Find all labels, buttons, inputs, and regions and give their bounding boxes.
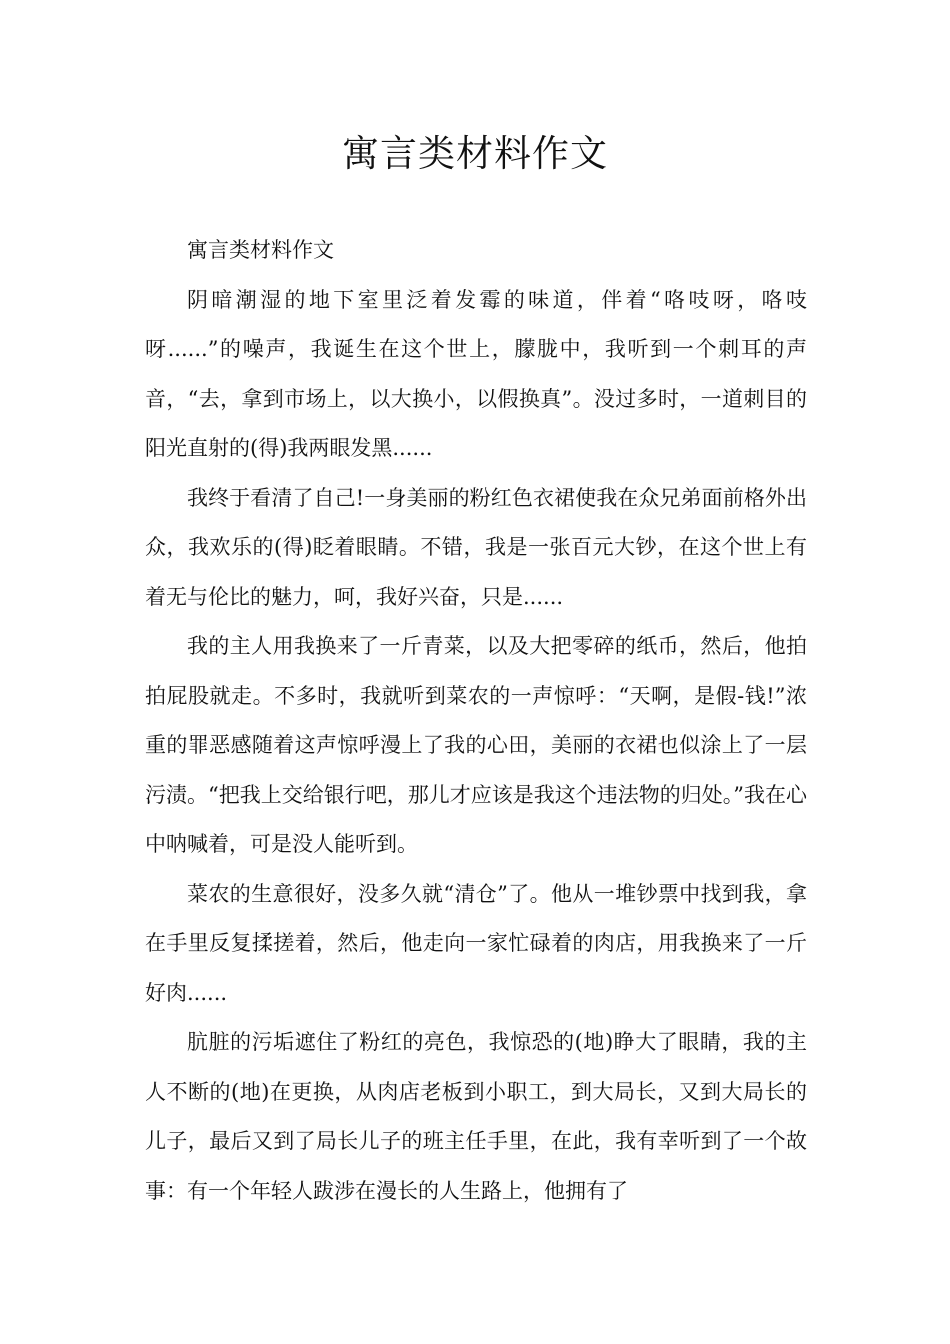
document-body [145, 226, 807, 1216]
paragraph-5: 肮脏的污垢遮住了粉红的亮色，我惊恐的(地)睁大了眼睛，我的主人不断的(地)在更换，从肉店老板到小职工，到大局长，又到大局长的儿子，最后又到了局长儿子的班主任手里，在此，我有幸听到了一个故事：有一个年轻人跋涉在漫长的人生路上，他拥有了 [145, 1030, 807, 1203]
document-title: 寓言类材料作文 [342, 132, 608, 175]
paragraph-4: 菜农的生意很好，没多久就“清仓”了。他从一堆钞票中找到我，拿在手里反复揉搓着，然后，他走向一家忙碌着的肉店，用我换来了一斤好肉...... [145, 881, 807, 1005]
paragraph-3: 我的主人用我换来了一斤青菜，以及大把零碎的纸币，然后，他拍拍屁股就走。不多时，我就听到菜农的一声惊呼：“天啊，是假-钱!”浓重的罪恶感随着这声惊呼漫上了我的心田，美丽的衣裙也似涂上了一层污渍。“把我上交给银行吧，那儿才应该是我这个违法物的归处。”我在心中呐喊着，可是没人能听到。 [145, 634, 807, 856]
paragraph-subtitle: 寓言类材料作文 [187, 238, 334, 262]
paragraph-1: 阴暗潮湿的地下室里泛着发霉的味道，伴着“咯吱呀，咯吱呀......”的噪声，我诞生在这个世上，朦胧中，我听到一个刺耳的声音，“去，拿到市场上，以大换小，以假换真”。没过多时，一道刺目的阳光直射的(得)我两眼发黑...... [145, 287, 807, 460]
paragraph-2: 我终于看清了自己!一身美丽的粉红色衣裙使我在众兄弟面前格外出众，我欢乐的(得)眨着眼睛。不错，我是一张百元大钞，在这个世上有着无与伦比的魅力，呵，我好兴奋，只是...... [145, 485, 807, 609]
